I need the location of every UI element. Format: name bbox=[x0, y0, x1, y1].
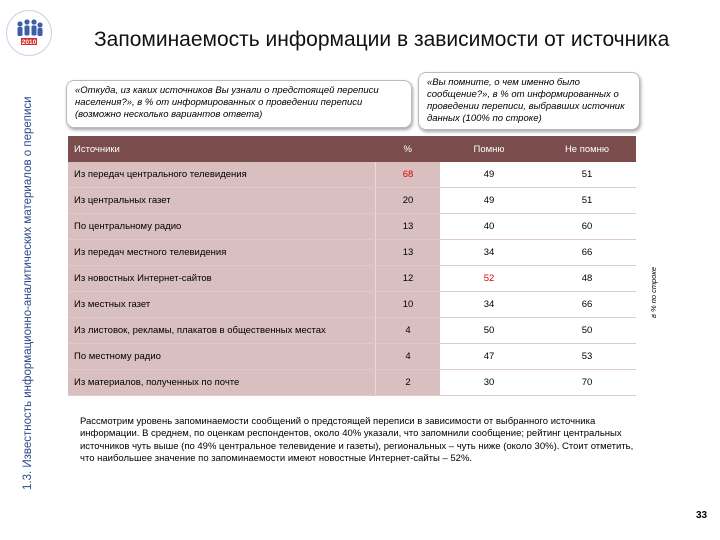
row-pct: 13 bbox=[376, 240, 441, 266]
row-pct: 13 bbox=[376, 214, 441, 240]
row-source: Из местных газет bbox=[68, 292, 376, 318]
row-source: Из материалов, полученных по почте bbox=[68, 370, 376, 396]
table-row bbox=[68, 344, 636, 370]
table-row bbox=[68, 214, 636, 240]
table-row bbox=[68, 240, 636, 266]
row-remember: 40 bbox=[440, 214, 538, 240]
row-source: По центральному радио bbox=[68, 214, 376, 240]
row-remember: 50 bbox=[440, 318, 538, 344]
question-box-sources: «Откуда, из каких источников Вы узнали о предстоящей переписи населения?», в % от информированных о проведении переписи (возможно несколько вариантов ответа) bbox=[66, 80, 412, 128]
row-remember: 52 bbox=[440, 266, 538, 292]
row-pct: 4 bbox=[376, 318, 441, 344]
header-pct: % bbox=[376, 136, 441, 162]
row-not-remember: 70 bbox=[538, 370, 636, 396]
row-not-remember: 66 bbox=[538, 292, 636, 318]
row-source: Из новостных Интернет-сайтов bbox=[68, 266, 376, 292]
row-source: Из передач местного телевидения bbox=[68, 240, 376, 266]
svg-text:2010: 2010 bbox=[21, 39, 37, 46]
table-row bbox=[68, 318, 636, 344]
row-not-remember: 51 bbox=[538, 162, 636, 188]
question-box-recall: «Вы помните, о чем именно было сообщение?», в % от информированных о проведении переписи, выбравших источник данных (100% по строке) bbox=[418, 72, 640, 130]
row-pct: 10 bbox=[376, 292, 441, 318]
row-pct: 12 bbox=[376, 266, 441, 292]
row-remember: 34 bbox=[440, 240, 538, 266]
header-remember: Помню bbox=[440, 136, 538, 162]
row-remember: 30 bbox=[440, 370, 538, 396]
table-row bbox=[68, 292, 636, 318]
summary-paragraph: Рассмотрим уровень запоминаемости сообщений о предстоящей переписи в зависимости от выбранного источника информации. В среднем, по оценкам респондентов, около 40% указали, что запомнили сообщение; рейтинг центральных источников чуть выше (по 49% центральное телевидение и газеты), региональных – чуть ниже (около 30%). Стоит отметить, что наибольшее значение по запоминаемости имеют новостные Интернет-сайты – 52%. bbox=[80, 416, 634, 464]
row-source: По местному радио bbox=[68, 344, 376, 370]
page-title: Запоминаемость информации в зависимости от источника bbox=[94, 28, 670, 51]
row-pct: 20 bbox=[376, 188, 441, 214]
row-pct: 4 bbox=[376, 344, 441, 370]
row-pct: 2 bbox=[376, 370, 441, 396]
header-not-remember: Не помню bbox=[538, 136, 636, 162]
row-remember: 34 bbox=[440, 292, 538, 318]
row-not-remember: 66 bbox=[538, 240, 636, 266]
table-row bbox=[68, 162, 636, 188]
row-pct: 68 bbox=[376, 162, 441, 188]
header-sources: Источники bbox=[68, 136, 376, 162]
census-logo bbox=[6, 10, 52, 56]
row-not-remember: 53 bbox=[538, 344, 636, 370]
table-side-note: в % по строке bbox=[649, 266, 658, 318]
row-source: Из передач центрального телевидения bbox=[68, 162, 376, 188]
row-source: Из листовок, рекламы, плакатов в общественных местах bbox=[68, 318, 376, 344]
table-row bbox=[68, 370, 636, 396]
sources-table bbox=[68, 136, 636, 396]
table-header-row bbox=[68, 136, 636, 162]
table-row bbox=[68, 266, 636, 292]
section-side-label: 1.3. Известность информационно-аналитических материалов о переписи bbox=[22, 96, 34, 490]
table-row bbox=[68, 188, 636, 214]
row-remember: 47 bbox=[440, 344, 538, 370]
row-not-remember: 50 bbox=[538, 318, 636, 344]
row-not-remember: 60 bbox=[538, 214, 636, 240]
page-number: 33 bbox=[696, 510, 708, 521]
row-not-remember: 51 bbox=[538, 188, 636, 214]
row-remember: 49 bbox=[440, 162, 538, 188]
row-remember: 49 bbox=[440, 188, 538, 214]
row-not-remember: 48 bbox=[538, 266, 636, 292]
row-source: Из центральных газет bbox=[68, 188, 376, 214]
census-logo-icon bbox=[7, 11, 51, 55]
